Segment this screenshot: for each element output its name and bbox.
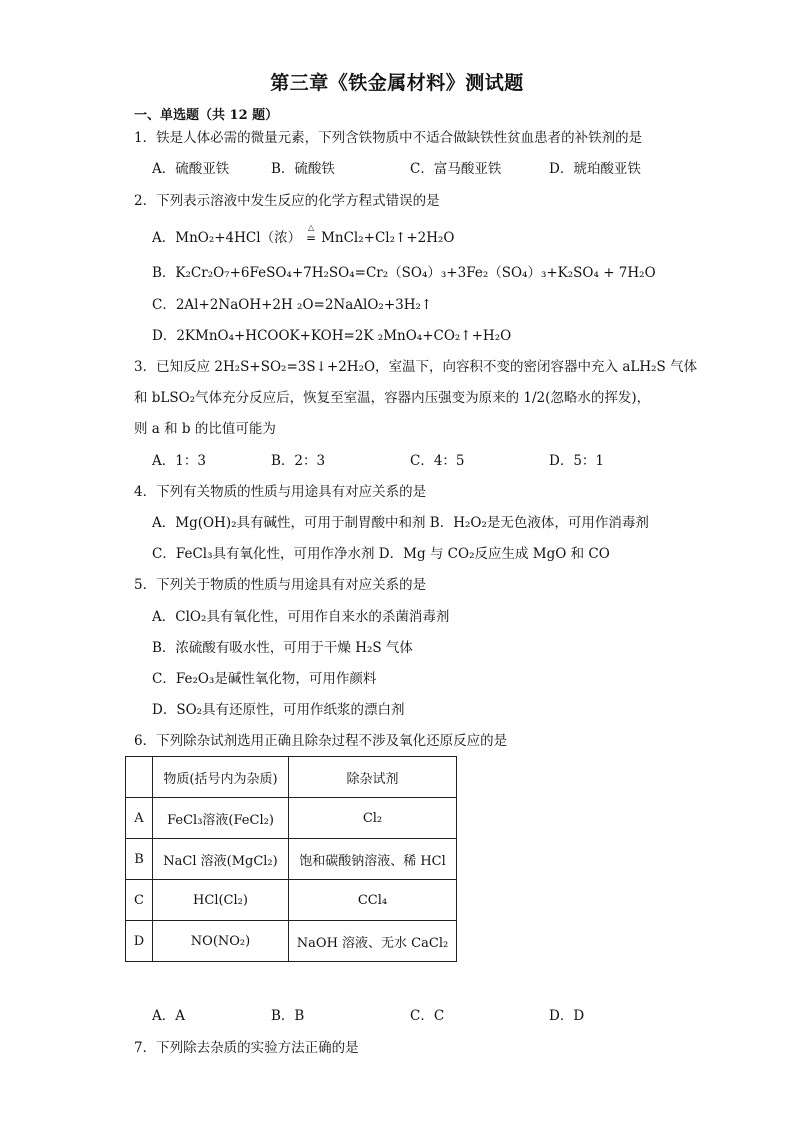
question-1-option-a: A．硫酸亚铁 — [152, 161, 230, 177]
question-1-stem: 1．铁是人体必需的微量元素，下列含铁物质中不适合做缺铁性贫血患者的补铁剂的是 — [134, 130, 643, 146]
question-2-option-c: C．2Al+2NaOH+2H ₂O=2NaAlO₂+3H₂↑ — [152, 297, 433, 313]
question-1-option-d: D．琥珀酸亚铁 — [549, 161, 641, 177]
heat-triangle-icon: △ — [308, 223, 315, 232]
option-a-reactants: A．MnO₂+4HCl（浓） — [152, 230, 302, 246]
question-3-option-b: B．2：3 — [271, 453, 326, 469]
question-3-option-a: A．1：3 — [152, 453, 206, 469]
section-heading: 一、单选题（共 12 题） — [134, 108, 279, 123]
question-2-option-b: B．K₂Cr₂O₇+6FeSO₄+7H₂SO₄=Cr₂（SO₄）₃+3Fe₂（SO₄）₃+K₂SO₄ + 7H₂O — [152, 265, 656, 281]
question-6-option-b: B．B — [271, 1008, 305, 1024]
table-row — [126, 921, 457, 962]
question-7-stem: 7．下列除去杂质的实验方法正确的是 — [134, 1040, 359, 1056]
question-2-stem: 2．下列表示溶液中发生反应的化学方程式错误的是 — [134, 193, 440, 209]
table-row — [126, 839, 457, 880]
question-4-options-ab: A．Mg(OH)₂具有碱性，可用于制胃酸中和剂 B．H₂O₂是无色液体，可用作消毒剂 — [152, 515, 649, 531]
option-a-products: MnCl₂+Cl₂↑+2H₂O — [321, 230, 455, 246]
table-cell: CCl₄ — [289, 880, 457, 921]
table-cell: B — [126, 839, 153, 880]
document-title: 第三章《铁金属材料》测试题 — [270, 72, 524, 94]
question-5-option-b: B．浓硫酸有吸水性，可用于干燥 H₂S 气体 — [152, 640, 413, 656]
question-1-option-c: C．富马酸亚铁 — [410, 161, 502, 177]
question-3-line-1: 3．已知反应 2H₂S+SO₂=3S↓+2H₂O，室温下，向容积不变的密闭容器中充入 aLH₂S 气体 — [134, 359, 698, 375]
question-3-option-c: C．4：5 — [410, 453, 465, 469]
table-header-cell: 物质(括号内为杂质) — [153, 757, 289, 798]
question-2-option-a — [152, 223, 455, 248]
table-cell: D — [126, 921, 153, 962]
table-cell: NaCl 溶液(MgCl₂) — [153, 839, 289, 880]
question-5-option-a: A．ClO₂具有氧化性，可用作自来水的杀菌消毒剂 — [152, 609, 450, 625]
table-cell: A — [126, 798, 153, 839]
question-5-option-d: D．SO₂具有还原性，可用作纸浆的漂白剂 — [152, 702, 405, 718]
impurity-table — [125, 756, 457, 962]
table-header-cell — [126, 757, 153, 798]
question-4-stem: 4．下列有关物质的性质与用途具有对应关系的是 — [134, 484, 427, 500]
table-cell: HCl(Cl₂) — [153, 880, 289, 921]
table-row — [126, 798, 457, 839]
table-cell: C — [126, 880, 153, 921]
table-cell: NO(NO₂) — [153, 921, 289, 962]
question-6-option-a: A．A — [152, 1008, 185, 1024]
table-cell: 饱和碳酸钠溶液、稀 HCl — [289, 839, 457, 880]
question-3-line-3: 则 a 和 b 的比值可能为 — [134, 421, 276, 437]
question-3-line-2: 和 bLSO₂气体充分反应后，恢复至室温，容器内压强变为原来的 1/2(忽略水的挥发)， — [134, 390, 651, 406]
question-4-options-cd: C．FeCl₃具有氧化性，可用作净水剂 D．Mg 与 CO₂反应生成 MgO 和 CO — [152, 546, 610, 562]
table-cell: Cl₂ — [289, 798, 457, 839]
question-2-option-d: D．2KMnO₄+HCOOK+KOH=2K ₂MnO₄+CO₂↑+H₂O — [152, 328, 512, 344]
table-header-cell: 除杂试剂 — [289, 757, 457, 798]
question-6-option-c: C．C — [410, 1008, 445, 1024]
question-5-stem: 5．下列关于物质的性质与用途具有对应关系的是 — [134, 577, 427, 593]
question-6-option-d: D．D — [549, 1008, 585, 1024]
table-row — [126, 880, 457, 921]
question-5-option-c: C．Fe₂O₃是碱性氧化物，可用作颜料 — [152, 671, 377, 687]
table-cell: FeCl₃溶液(FeCl₂) — [153, 798, 289, 839]
question-6-stem: 6．下列除杂试剂选用正确且除杂过程不涉及氧化还原反应的是 — [134, 733, 508, 749]
table-cell: NaOH 溶液、无水 CaCl₂ — [289, 921, 457, 962]
question-1-option-b: B．硫酸铁 — [271, 161, 335, 177]
heat-condition — [305, 223, 317, 248]
equals-sign: = — [306, 231, 317, 245]
table-header-row — [126, 757, 457, 798]
question-3-option-d: D．5：1 — [549, 453, 605, 469]
